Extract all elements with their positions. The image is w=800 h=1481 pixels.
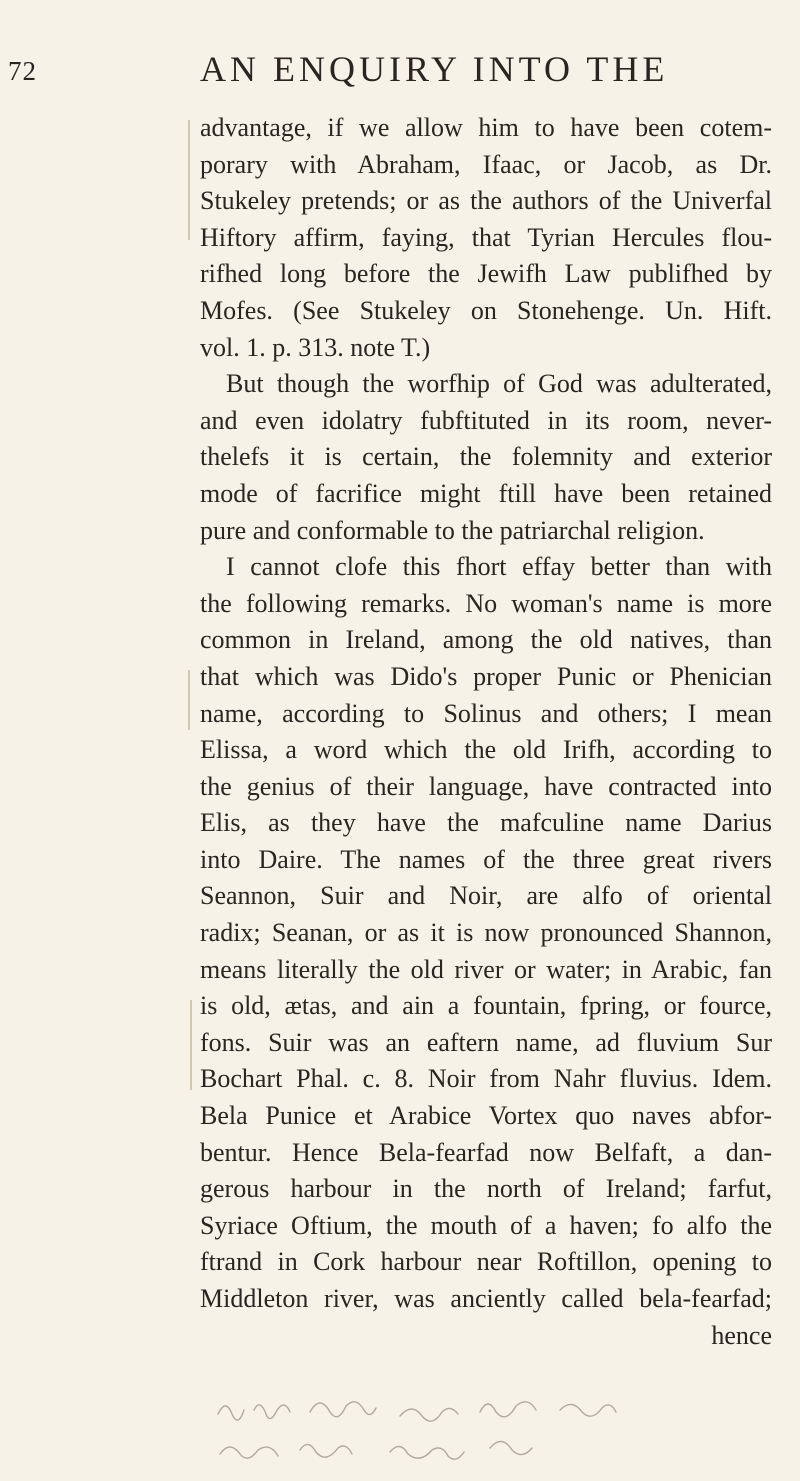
text-line: Stukeley pretends; or as the authors of the Univerfal [200,186,772,216]
text-line: Elis, as they have the mafculine name Darius [200,808,772,838]
body-text [200,110,772,1354]
text-line: Middleton river, was anciently called bela-fearfad; [200,1284,772,1313]
page-number: 72 [8,56,37,86]
text-line: that which was Dido's proper Punic or Phenician [200,661,772,691]
handwritten-annotation [210,1390,770,1480]
text-line: into Daire. The names of the three great rivers [200,844,772,874]
text-line: But though the worfhip of God was adulterated, [226,369,772,399]
margin-stain [190,1000,192,1090]
text-line: porary with Abraham, Ifaac, or Jacob, as Dr. [200,149,772,179]
text-line: gerous harbour in the north of Ireland; farfut, [200,1174,772,1204]
text-line: advantage, if we allow him to have been cotem- [200,113,772,142]
text-line: radix; Seanan, or as it is now pronounced Shannon, [200,918,772,948]
text-line: vol. 1. p. 313. note T.) [200,332,431,362]
text-line: means literally the old river or water; in Arabic, fan [200,954,772,984]
text-line: the following remarks. No woman's name is more [200,588,772,618]
running-head: AN ENQUIRY INTO THE [200,49,669,89]
text-line: Hiftory affirm, faying, that Tyrian Hercules flou- [200,222,772,252]
text-line: Bela Punice et Arabice Vortex quo naves abfor- [200,1101,772,1131]
text-line: Elissa, a word which the old Irifh, according to [200,735,772,765]
text-line: mode of facrifice might ftill have been retained [200,478,772,508]
text-line: is old, ætas, and ain a fountain, fpring, or fource, [200,991,772,1021]
text-line: Syriace Oftium, the mouth of a haven; fo alfo the [200,1210,772,1240]
text-line: Seannon, Suir and Noir, are alfo of oriental [200,881,772,911]
text-line: I cannot clofe this fhort effay better than with [226,552,772,582]
text-line: bentur. Hence Bela-fearfad now Belfaft, a dan- [200,1137,772,1167]
text-line: pure and conformable to the patriarchal religion. [200,515,705,545]
margin-stain [188,120,190,240]
text-line: thelefs it is certain, the folemnity and exterior [200,442,772,472]
text-line: rifhed long before the Jewifh Law publifhed by [200,259,772,289]
margin-stain [188,670,190,730]
text-line: Mofes. (See Stukeley on Stonehenge. Un. Hift. [200,295,772,325]
text-line: common in Ireland, among the old natives, than [200,625,772,655]
text-line: Bochart Phal. c. 8. Noir from Nahr fluvius. Idem. [200,1064,772,1094]
text-line: name, according to Solinus and others; I mean [200,698,772,728]
text-line: ftrand in Cork harbour near Roftillon, opening to [200,1247,772,1277]
text-line: the genius of their language, have contracted into [200,771,772,801]
text-line: fons. Suir was an eaftern name, ad fluvium Sur [200,1027,772,1057]
catchword: hence [711,1320,772,1350]
text-line: and even idolatry fubftituted in its room, never- [200,405,772,435]
